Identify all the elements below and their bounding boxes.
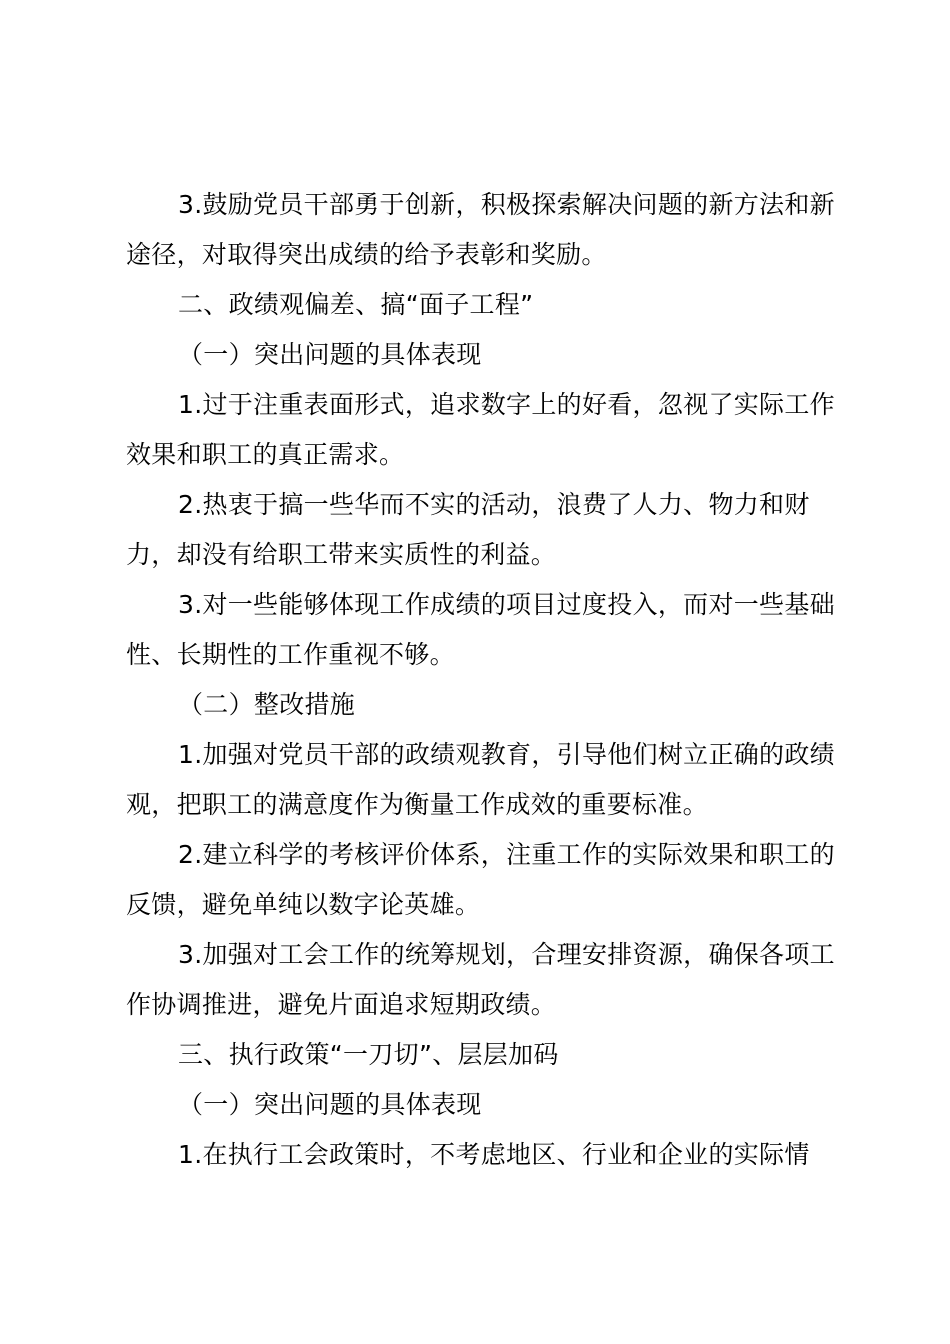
paragraph-problem-2: 2.热衷于搞一些华而不实的活动，浪费了人力、物力和财力，却没有给职工带来实质性的利益。 xyxy=(126,490,810,569)
paragraph-problem-1: 1.过于注重表面形式，追求数字上的好看，忽视了实际工作效果和职工的真正需求。 xyxy=(126,390,835,469)
section-heading-3: 三、执行政策“一刀切”、层层加码 xyxy=(178,1040,559,1069)
document-body xyxy=(126,180,836,1180)
paragraph-measure-3: 3.加强对工会工作的统筹规划，合理安排资源，确保各项工作协调推进，避免片面追求短期政绩。 xyxy=(126,940,835,1019)
paragraph-problem-3: 3.对一些能够体现工作成绩的项目过度投入，而对一些基础性、长期性的工作重视不够。 xyxy=(126,590,835,669)
subsection-heading-problems-2: （一）突出问题的具体表现 xyxy=(178,1090,482,1119)
section-heading-2: 二、政绩观偏差、搞“面子工程” xyxy=(178,290,534,319)
subsection-heading-problems: （一）突出问题的具体表现 xyxy=(178,340,482,369)
subsection-heading-measures: （二）整改措施 xyxy=(178,690,356,719)
paragraph-measure-1: 1.加强对党员干部的政绩观教育，引导他们树立正确的政绩观，把职工的满意度作为衡量工作成效的重要标准。 xyxy=(126,740,835,819)
paragraph-measure-2: 2.建立科学的考核评价体系，注重工作的实际效果和职工的反馈，避免单纯以数字论英雄。 xyxy=(126,840,835,919)
paragraph-encourage-innovation: 3.鼓励党员干部勇于创新，积极探索解决问题的新方法和新途径，对取得突出成绩的给予表彰和奖励。 xyxy=(126,190,835,269)
paragraph-policy-problem-1: 1.在执行工会政策时，不考虑地区、行业和企业的实际情 xyxy=(178,1140,810,1169)
